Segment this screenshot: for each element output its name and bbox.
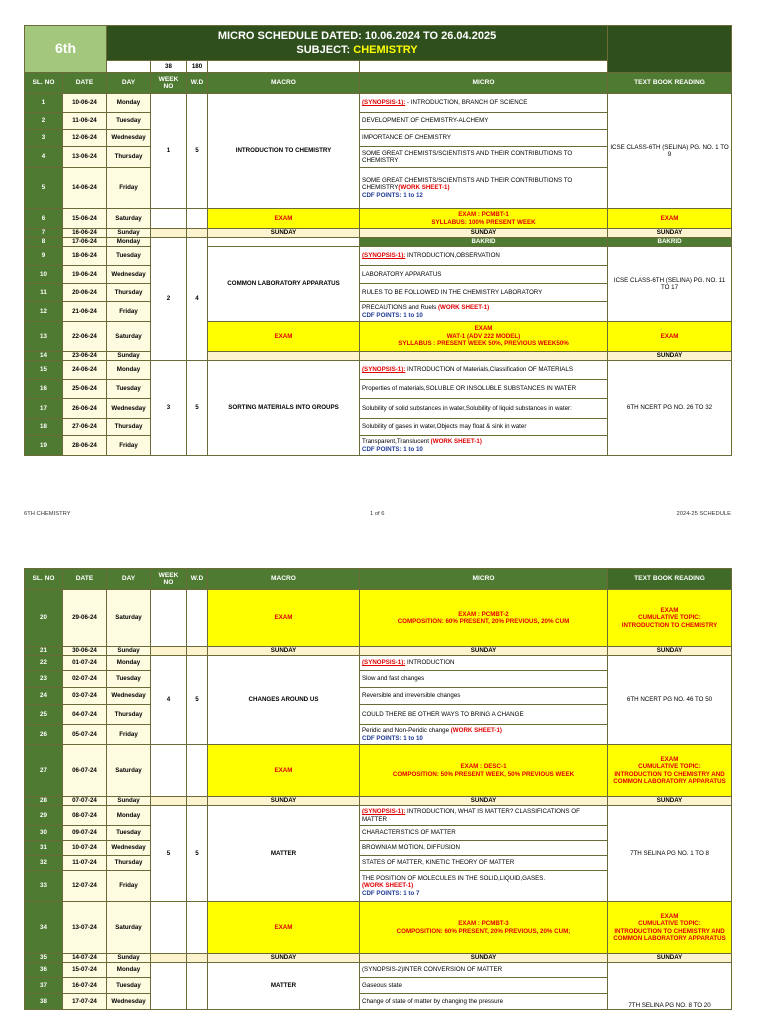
textbook-reading: 7TH SELINA PG NO. 1 TO 8 bbox=[608, 806, 732, 902]
table-row: 7 16-06-24 Sunday SUNDAY SUNDAY SUNDAY bbox=[25, 229, 732, 238]
micro-topic: SOME GREAT CHEMISTS/SCIENTISTS AND THEIR CONTRIBUTIONS TO CHEMISTRY(WORK SHEET-1) CDF POINTS: 1 to 12 bbox=[360, 168, 608, 209]
table-row: 37 16-07-24 Tuesday Gaseous state bbox=[25, 978, 732, 994]
textbook-reading: 6TH NCERT PG NO. 26 TO 32 bbox=[608, 361, 732, 456]
micro-topic: Solubility of gases in water,Objects may float & sink in water bbox=[360, 419, 608, 436]
textbook-reading: 7TH SELINA PG NO. 8 TO 20 bbox=[608, 963, 732, 1010]
header-blank bbox=[608, 26, 732, 73]
table-row: 27 06-07-24 Saturday EXAM EXAM : DESC-1 COMPOSITION: 50% PRESENT WEEK, 50% PREVIOUS WEEK EXAM CUMULATIVE TOPIC: INTRODUCTION TO CHEMISTRY AND COMMON LABORATORY APPARATUS bbox=[25, 745, 732, 797]
micro-topic: PRECAUTIONS and Ruels (WORK SHEET-1) CDF POINTS: 1 to 10 bbox=[360, 302, 608, 322]
table-row: 35 14-07-24 Sunday SUNDAY SUNDAY SUNDAY bbox=[25, 954, 732, 963]
table-row: 17 26-06-24 Wednesday Solubility of solid substances in water,Solubility of liquid substances in water: bbox=[25, 399, 732, 419]
table-row: 10 19-06-24 Wednesday LABORATORY APPARATUS bbox=[25, 266, 732, 284]
col-date: DATE bbox=[63, 73, 107, 94]
micro-topic: BROWNIAM MOTION, DIFFUSION bbox=[360, 841, 608, 856]
table-row: 26 05-07-24 Friday Peridic and Non-Peridic change (WORK SHEET-1) CDF POINTS: 1 to 10 bbox=[25, 725, 732, 745]
subject-value: CHEMISTRY bbox=[353, 44, 418, 56]
table-row: 4 13-06-24 Thursday SOME GREAT CHEMISTS/SCIENTISTS AND THEIR CONTRIBUTIONS TO CHEMISTRY bbox=[25, 147, 732, 168]
week-number: 3 bbox=[151, 361, 187, 456]
week-number: 4 bbox=[151, 656, 187, 745]
col-week: WEEK NO bbox=[151, 73, 187, 94]
table-row: 18 27-06-24 Thursday Solubility of gases in water,Objects may float & sink in water bbox=[25, 419, 732, 436]
macro-topic: INTRODUCTION TO CHEMISTRY bbox=[208, 94, 360, 209]
schedule-table-page1 bbox=[24, 25, 732, 456]
micro-topic: Transparent,Translucent (WORK SHEET-1) CDF POINTS: 1 to 10 bbox=[360, 436, 608, 456]
table-row: 8 17-06-24 Monday 2 4 BAKRID BAKRID bbox=[25, 238, 732, 247]
table-row: 21 30-06-24 Sunday SUNDAY SUNDAY SUNDAY bbox=[25, 647, 732, 656]
working-days: 5 bbox=[187, 656, 208, 745]
week-number: 1 bbox=[151, 94, 187, 209]
table-row: 34 13-07-24 Saturday EXAM EXAM : PCMBT-3 COMPOSITION: 60% PRESENT, 20% PREVIOUS, 20% CUM; EXAM CUMULATIVE TOPIC: INTRODUCTION TO CHEMISTRY AND COMMON LABORATORY APPARATUS bbox=[25, 902, 732, 954]
macro-topic: SORTING MATERIALS INTO GROUPS bbox=[208, 361, 360, 456]
macro-topic: COMMON LABORATORY APPARATUS bbox=[208, 247, 360, 322]
table-row: 3 12-06-24 Wednesday IMPORTANCE OF CHEMISTRY bbox=[25, 130, 732, 147]
table-row: 11 20-06-24 Thursday RULES TO BE FOLLOWED IN THE CHEMISTRY LABORATORY bbox=[25, 284, 732, 302]
subject-line: SUBJECT: CHEMISTRY bbox=[296, 44, 418, 56]
micro-topic: (SYNOPSIS-1): INTRODUCTION,OBSERVATION bbox=[360, 247, 608, 266]
micro-topic: CHARACTERSTICS OF MATTER bbox=[360, 826, 608, 841]
table-row: 1 10-06-24 Monday 1 5 INTRODUCTION TO CHEMISTRY (SYNOPSIS-1): - INTRODUCTION, BRANCH OF SCIENCE ICSE CLASS-6TH (SELINA) PG. NO. 1 TO 9 bbox=[25, 94, 732, 113]
micro-topic: Gaseous state bbox=[360, 978, 608, 994]
working-days: 5 bbox=[187, 361, 208, 456]
macro-topic: MATTER bbox=[208, 806, 360, 902]
micro-topic: Solubility of solid substances in water,Solubility of liquid substances in water: bbox=[360, 399, 608, 419]
schedule-table-page2: SL. NO DATE DAY WEEK NO W.D MACRO MICRO TEXT BOOK READING 20 29-06-24 Saturday EXAM EXAM : PCMBT-2 COMPOSITION: 60% PRESENT, 20% PREVIOUS, 20% CUM EXAM CUMULATIVE TOPIC: INTRODUCTION TO CHEMISTRY 21 30-06-24 Sunday SUNDAY SUNDAY SUNDAY 22 01-07-24 Monday 4 5 CHANGES AROUND US (SYNOPSIS-1): INTRODUCTION 6TH NCERT PG NO. 46 TO 50 23 02-07-24 Tuesday Slow and fast changes 24 03-07-24 Wednesday Reversible and irreversible changes 25 04-07-24 Thursday COULD THERE BE OTHER WAYS TO BRING A CHANGE 26 05-07-24 Friday Peridic and Non-Peridic change (WORK SHEET-1) CDF POINTS: 1 to 10 27 06-07-24 Saturday EXAM EXAM : DESC-1 COMPOSITION: 50% PRESENT WEEK, 50% PREVIOUS WEEK EXAM CUMULATIVE TOPIC: INTRODUCTION TO CHEMISTRY AND COMMON LABORATORY APPARATUS 28 07-07-24 Sunday SUNDAY SUNDAY SUNDAY 29 08-07-24 Monday 5 5 MATTER (SYNOPSIS-1): INTRODUCTION, WHAT IS MATTER? CLASSIFICATIONS OF MATTER 7TH SELINA PG NO. 1 TO 8 30 09-07-24 Tuesday CHARACTERSTICS OF MATTER 31 10-07-24 Wednesday BROWNIAM MOTION, DIFFUSION 32 11-07-24 Thursday STATES OF MATTER, KINETIC THEORY OF MATTER 33 12-07-24 Friday THE POSITION OF MOLECULES IN THE SOLID,LIQUID,GASES. (WORK SHEET-1) CDF POINTS: 1 to 7 34 13-07-24 Saturday EXAM EXAM : PCMBT-3 COMPOSITION: 60% PRESENT, 20% PREVIOUS, 20% CUM; EXAM CUMULATIVE TOPIC: INTRODUCTION TO CHEMISTRY AND COMMON LABORATORY APPARATUS 35 14-07-24 Sunday SUNDAY SUNDAY SUNDAY 36 15-07-24 Monday MATTER (SYNOPSIS-2)INTER CONVERSION OF MATTER 7TH SELINA PG NO. 8 TO 20 37 16-07-24 Tuesday Gaseous state 38 17-07-24 Wednesday Change of state of matter by changing the pressure bbox=[24, 568, 732, 1010]
table-row: 5 14-06-24 Friday SOME GREAT CHEMISTS/SCIENTISTS AND THEIR CONTRIBUTIONS TO CHEMISTRY(WORK SHEET-1) CDF POINTS: 1 to 12 bbox=[25, 168, 732, 209]
table-row: 36 15-07-24 Monday MATTER (SYNOPSIS-2)INTER CONVERSION OF MATTER 7TH SELINA PG NO. 8 TO 20 bbox=[25, 963, 732, 978]
table-row: 25 04-07-24 Thursday COULD THERE BE OTHER WAYS TO BRING A CHANGE bbox=[25, 705, 732, 725]
table-row: 6 15-06-24 Saturday EXAM EXAM : PCMBT-1 SYLLABUS: 100% PRESENT WEEK EXAM bbox=[25, 209, 732, 229]
micro-topic: COULD THERE BE OTHER WAYS TO BRING A CHANGE bbox=[360, 705, 608, 725]
col-micro: MICRO bbox=[360, 73, 608, 94]
table-row: 24 03-07-24 Wednesday Reversible and irreversible changes bbox=[25, 688, 732, 705]
col-wd: W.D bbox=[187, 73, 208, 94]
micro-topic: (SYNOPSIS-1): INTRODUCTION bbox=[360, 656, 608, 671]
col-sl: SL. NO bbox=[25, 73, 63, 94]
micro-topic: (SYNOPSIS-1): - INTRODUCTION, BRANCH OF SCIENCE bbox=[360, 94, 608, 113]
working-days: 4 bbox=[187, 238, 208, 361]
micro-topic: DEVELOPMENT OF CHEMISTRY-ALCHEMY bbox=[360, 113, 608, 130]
textbook-reading: ICSE CLASS-6TH (SELINA) PG. NO. 11 TO 17 bbox=[608, 247, 732, 322]
total-wd: 180 bbox=[187, 61, 208, 73]
table-row: 12 21-06-24 Friday PRECAUTIONS and Ruels (WORK SHEET-1) CDF POINTS: 1 to 10 bbox=[25, 302, 732, 322]
table-row: 2 11-06-24 Tuesday DEVELOPMENT OF CHEMISTRY-ALCHEMY bbox=[25, 113, 732, 130]
table-row: 31 10-07-24 Wednesday BROWNIAM MOTION, DIFFUSION bbox=[25, 841, 732, 856]
table-row: 9 18-06-24 Tuesday COMMON LABORATORY APPARATUS (SYNOPSIS-1): INTRODUCTION,OBSERVATION ICSE CLASS-6TH (SELINA) PG. NO. 11 TO 17 bbox=[25, 247, 732, 266]
table-row: 29 08-07-24 Monday 5 5 MATTER (SYNOPSIS-1): INTRODUCTION, WHAT IS MATTER? CLASSIFICATIONS OF MATTER 7TH SELINA PG NO. 1 TO 8 bbox=[25, 806, 732, 826]
micro-topic: THE POSITION OF MOLECULES IN THE SOLID,LIQUID,GASES. (WORK SHEET-1) CDF POINTS: 1 to 7 bbox=[360, 871, 608, 902]
micro-topic: (SYNOPSIS-1): INTRODUCTION of Materials,Classification OF MATERIALS bbox=[360, 361, 608, 380]
micro-topic: LABORATORY APPARATUS bbox=[360, 266, 608, 284]
total-weeks: 38 bbox=[151, 61, 187, 73]
grade-label: 6th bbox=[25, 26, 107, 73]
table-row: 30 09-07-24 Tuesday CHARACTERSTICS OF MATTER bbox=[25, 826, 732, 841]
textbook-reading: 6TH NCERT PG NO. 46 TO 50 bbox=[608, 656, 732, 745]
micro-topic: (SYNOPSIS-1): INTRODUCTION, WHAT IS MATTER? CLASSIFICATIONS OF MATTER bbox=[360, 806, 608, 826]
title-line: MICRO SCHEDULE DATED: 10.06.2024 TO 26.04.2025 bbox=[217, 30, 497, 42]
week-number: 2 bbox=[151, 238, 187, 361]
col-textbook: TEXT BOOK READING bbox=[608, 73, 732, 94]
table-row: 28 07-07-24 Sunday SUNDAY SUNDAY SUNDAY bbox=[25, 797, 732, 806]
footer-left: 6TH CHEMISTRY bbox=[24, 511, 71, 517]
working-days: 5 bbox=[187, 94, 208, 209]
table-row: 13 22-06-24 Saturday EXAM EXAM WAT-1 (ADV 222 MODEL) SYLLABUS : PRESENT WEEK 50%, PREVIOUS WEEK50% EXAM bbox=[25, 322, 732, 352]
table-row: 38 17-07-24 Wednesday Change of state of matter by changing the pressure bbox=[25, 994, 732, 1010]
micro-topic: Reversible and irreversible changes bbox=[360, 688, 608, 705]
table-row: 32 11-07-24 Thursday STATES OF MATTER, KINETIC THEORY OF MATTER bbox=[25, 856, 732, 871]
micro-topic: Peridic and Non-Peridic change (WORK SHEET-1) CDF POINTS: 1 to 10 bbox=[360, 725, 608, 745]
schedule-title bbox=[107, 26, 608, 61]
textbook-reading: ICSE CLASS-6TH (SELINA) PG. NO. 1 TO 9 bbox=[608, 94, 732, 209]
table-row: 14 23-06-24 Sunday SUNDAY bbox=[25, 352, 732, 361]
macro-topic: MATTER bbox=[208, 963, 360, 1010]
table-row: 22 01-07-24 Monday 4 5 CHANGES AROUND US (SYNOPSIS-1): INTRODUCTION 6TH NCERT PG NO. 46 TO 50 bbox=[25, 656, 732, 671]
macro-topic: CHANGES AROUND US bbox=[208, 656, 360, 745]
table-row: 15 24-06-24 Monday 3 5 SORTING MATERIALS INTO GROUPS (SYNOPSIS-1): INTRODUCTION of Materials,Classification OF MATERIALS 6TH NCERT PG NO. 26 TO 32 bbox=[25, 361, 732, 380]
week-number: 5 bbox=[151, 806, 187, 902]
footer-page-number: 1 of 6 bbox=[370, 511, 385, 517]
table-row: 33 12-07-24 Friday THE POSITION OF MOLECULES IN THE SOLID,LIQUID,GASES. (WORK SHEET-1) CDF POINTS: 1 to 7 bbox=[25, 871, 732, 902]
micro-topic: STATES OF MATTER, KINETIC THEORY OF MATTER bbox=[360, 856, 608, 871]
col-day: DAY bbox=[107, 73, 151, 94]
micro-topic: SOME GREAT CHEMISTS/SCIENTISTS AND THEIR CONTRIBUTIONS TO CHEMISTRY bbox=[360, 147, 608, 168]
footer-right: 2024-25 SCHEDULE bbox=[676, 511, 731, 517]
micro-topic: IMPORTANCE OF CHEMISTRY bbox=[360, 130, 608, 147]
table-row: 20 29-06-24 Saturday EXAM EXAM : PCMBT-2 COMPOSITION: 60% PRESENT, 20% PREVIOUS, 20% CUM EXAM CUMULATIVE TOPIC: INTRODUCTION TO CHEMISTRY bbox=[25, 590, 732, 647]
table-row: 23 02-07-24 Tuesday Slow and fast changes bbox=[25, 671, 732, 688]
working-days: 5 bbox=[187, 806, 208, 902]
table-row: 19 28-06-24 Friday Transparent,Translucent (WORK SHEET-1) CDF POINTS: 1 to 10 bbox=[25, 436, 732, 456]
col-macro: MACRO bbox=[208, 73, 360, 94]
table-row: 16 25-06-24 Tuesday Properties of materials,SOLUBLE OR INSOLUBLE SUBSTANCES IN WATER bbox=[25, 380, 732, 399]
micro-topic: RULES TO BE FOLLOWED IN THE CHEMISTRY LABORATORY bbox=[360, 284, 608, 302]
micro-topic: Change of state of matter by changing the pressure bbox=[360, 994, 608, 1010]
micro-topic: Properties of materials,SOLUBLE OR INSOLUBLE SUBSTANCES IN WATER bbox=[360, 380, 608, 399]
micro-topic: (SYNOPSIS-2)INTER CONVERSION OF MATTER bbox=[360, 963, 608, 978]
micro-topic: Slow and fast changes bbox=[360, 671, 608, 688]
